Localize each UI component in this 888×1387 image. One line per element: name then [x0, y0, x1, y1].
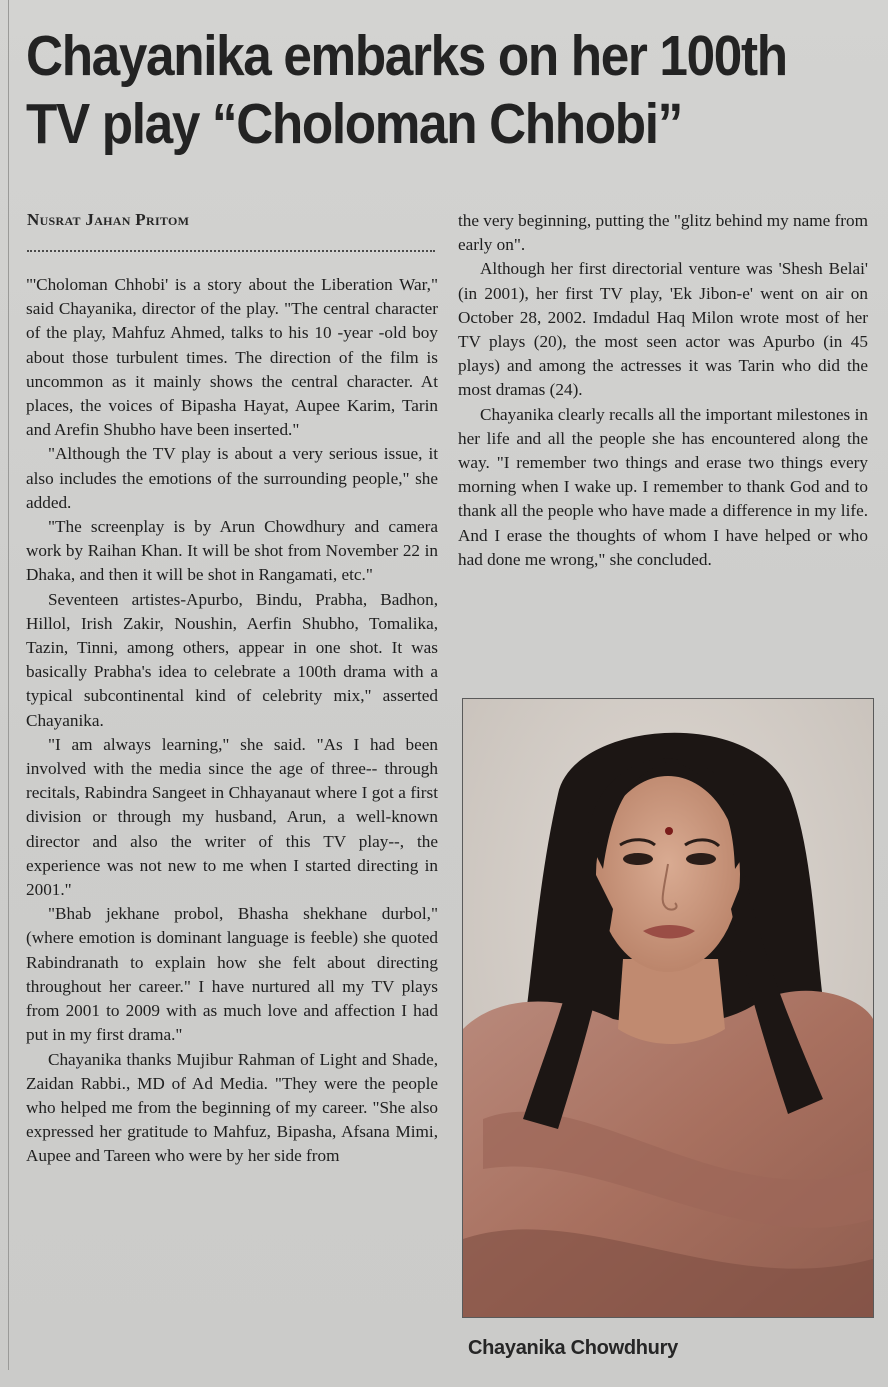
headline-line-1: Chayanika embarks on her 100th [26, 24, 787, 88]
paragraph: the very beginning, putting the "glitz behind my name from early on". [458, 211, 868, 255]
headline [26, 22, 791, 158]
portrait-photo [462, 698, 874, 1318]
paragraph: "I am always learning," she said. "As I had been involved with the media since the age of three-- through recitals, Rabindra Sangeet in Chhayanaut where I got a first division or through my husband, Arun, a well-known director and also the writer of this TV play--, the experience was not new to me when I started directing in 2001." [26, 734, 438, 900]
page-edge-rule [8, 0, 9, 1370]
article-column-1 [26, 273, 438, 1169]
paragraph: "Although the TV play is about a very serious issue, it also includes the emotions of the surrounding people," she added. [26, 444, 438, 512]
paragraph: "'Choloman Chhobi' is a story about the Liberation War," said Chayanika, director of the play. "The central character of the play, Mahfuz Ahmed, talks to his 10 -year -old boy about those turbulent times. The direction of the film is uncommon as it mainly shows the central character. At places, the voices of Bipasha Hayat, Aupee Karim, Tarin and Arefin Shubho have been inserted." [26, 275, 438, 440]
byline-divider [27, 250, 435, 252]
headline-line-2: TV play “Choloman Chhobi” [26, 92, 682, 156]
paragraph: Although her first directorial venture was 'Shesh Belai' (in 2001), her first TV play, 'Ek Jibon-e' went on air on October 28, 2002. Imdadul Haq Milon wrote most of her TV plays (20), the most seen actor was Apurbo (in 45 plays) and among the actresses it was Tarin who did the most dramas (24). [458, 259, 868, 400]
paragraph: Chayanika clearly recalls all the important milestones in her life and all the people she has encountered along the way. "I remember two things and erase two things every morning when I wake up. I remember to thank God and to thank all the people who have made a difference in my life. And I erase the thoughts of whom I have helped or who had done me wrong," she concluded. [458, 404, 868, 569]
paragraph: "The screenplay is by Arun Chowdhury and camera work by Raihan Khan. It will be shot from November 22 in Dhaka, and then it will be shot in Rangamati, etc." [26, 517, 438, 585]
article-column-2 [458, 209, 868, 572]
paragraph: "Bhab jekhane probol, Bhasha shekhane durbol," (where emotion is dominant language is feeble) she quoted Rabindranath to explain how she felt about directing throughout her career." I have nurtured all my TV plays from 2001 to 2009 with as much love and affection I had put in my first drama." [26, 904, 438, 1045]
portrait-illustration [463, 699, 873, 1317]
byline: Nusrat Jahan Pritom [27, 210, 190, 229]
photo-caption: Chayanika Chowdhury [468, 1337, 678, 1359]
paragraph: Chayanika thanks Mujibur Rahman of Light and Shade, Zaidan Rabbi., MD of Ad Media. "They were the people who helped me from the beginning of my career. "She also expressed her gratitude to Mahfuz, Bipasha, Afsana Mimi, Aupee and Tareen who were by her side from [26, 1049, 438, 1166]
paragraph: Seventeen artistes-Apurbo, Bindu, Prabha, Badhon, Hillol, Irish Zakir, Noushin, Aerfin Shubho, Tomalika, Tazin, Tinni, among others, appear in one shot. It was basically Prabha's idea to celebrate a 100th drama with a typical subcontinental kind of celebrity mix," asserted Chayanika. [26, 589, 438, 730]
